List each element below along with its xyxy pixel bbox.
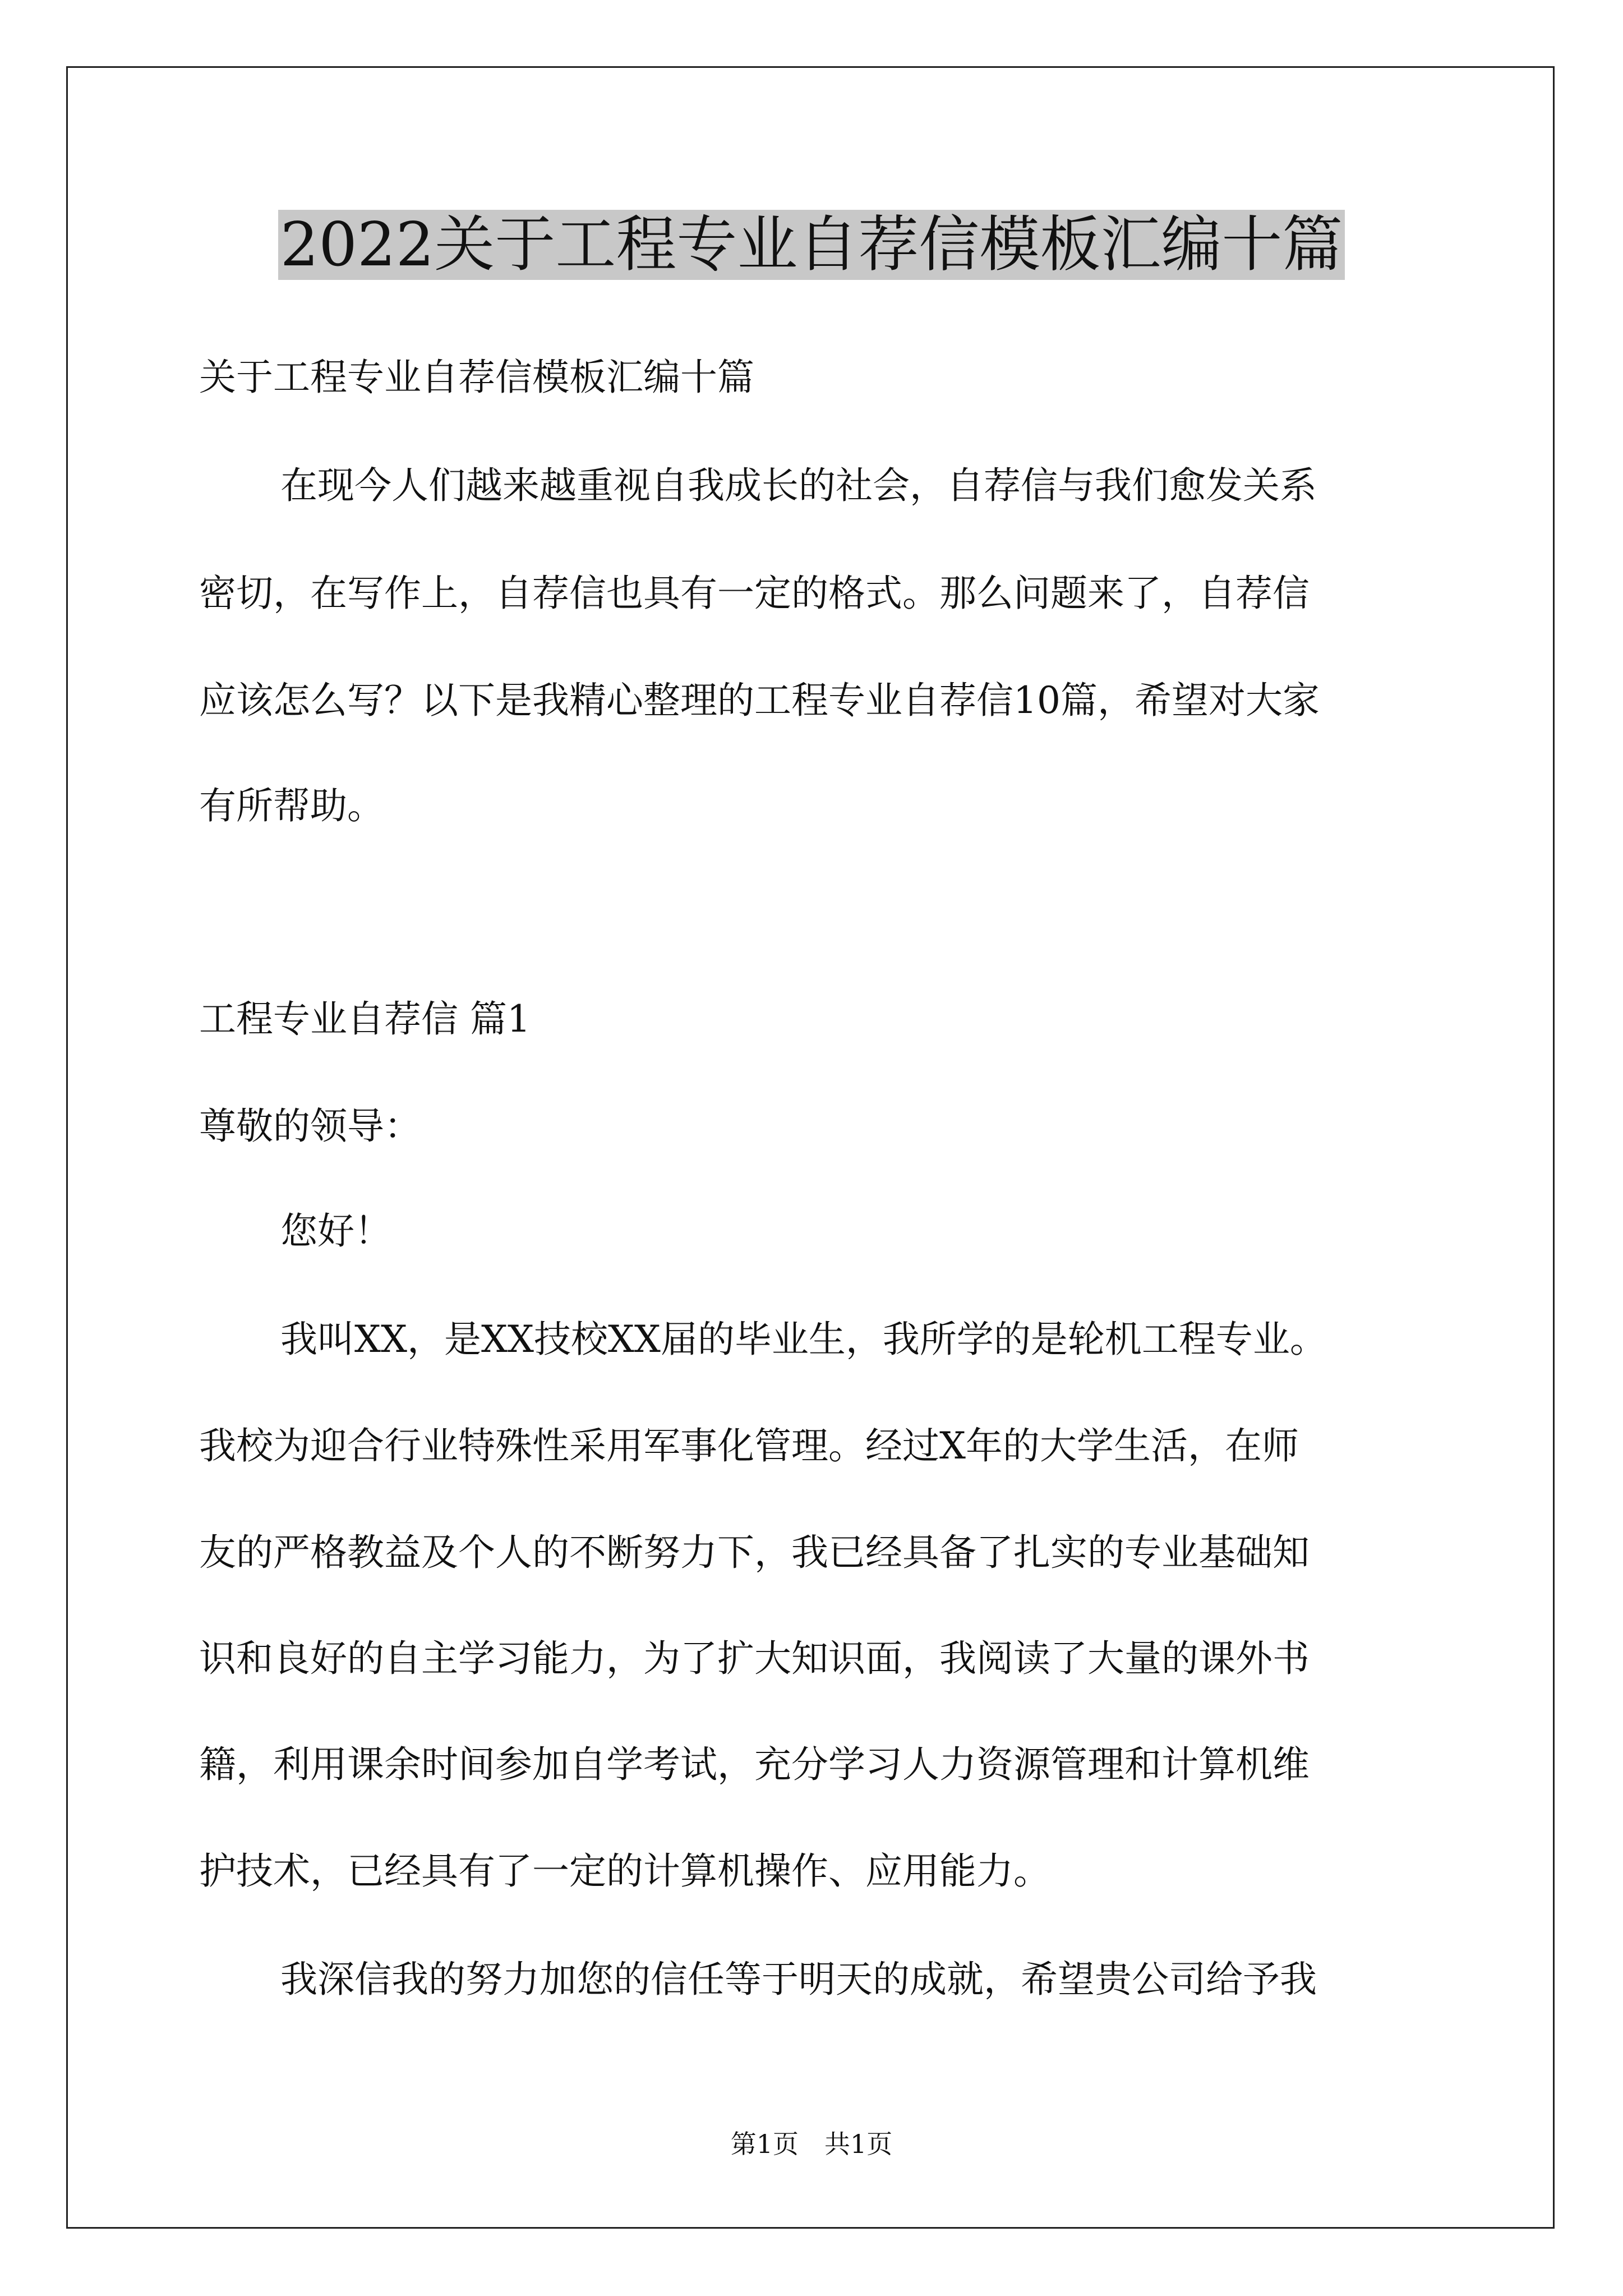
subtitle: 关于工程专业自荐信模板汇编十篇 [199, 356, 754, 399]
body-line: 友的严格教益及个人的不断努力下，我已经具备了扎实的专业基础知 [199, 1531, 1310, 1574]
body-line: 我深信我的努力加您的信任等于明天的成就，希望贵公司给予我 [280, 1958, 1317, 2001]
salutation: 尊敬的领导： [199, 1105, 421, 1148]
intro-line: 在现今人们越来越重视自我成长的社会，自荐信与我们愈发关系 [280, 464, 1317, 507]
section-heading: 工程专业自荐信 篇1 [199, 997, 531, 1041]
document-title-text: 2022关于工程专业自荐信模板汇编十篇 [278, 210, 1345, 280]
document-title [0, 203, 1623, 287]
body-line: 籍，利用课余时间参加自学考试，充分学习人力资源管理和计算机维 [199, 1743, 1310, 1786]
intro-line: 有所帮助。 [199, 784, 384, 827]
body-line: 识和良好的自主学习能力，为了扩大知识面，我阅读了大量的课外书 [199, 1637, 1310, 1680]
body-line: 护技术，已经具有了一定的计算机操作、应用能力。 [199, 1849, 1050, 1893]
intro-line: 应该怎么写？以下是我精心整理的工程专业自荐信10篇，希望对大家 [199, 679, 1320, 722]
greeting: 您好！ [280, 1209, 391, 1253]
intro-line: 密切，在写作上，自荐信也具有一定的格式。那么问题来了，自荐信 [199, 572, 1310, 615]
body-line: 我校为迎合行业特殊性采用军事化管理。经过X年的大学生活，在师 [199, 1424, 1299, 1467]
body-line: 我叫XX，是XX技校XX届的毕业生，我所学的是轮机工程专业。 [280, 1318, 1327, 1361]
page-footer: 第1页 共1页 [730, 2129, 893, 2159]
